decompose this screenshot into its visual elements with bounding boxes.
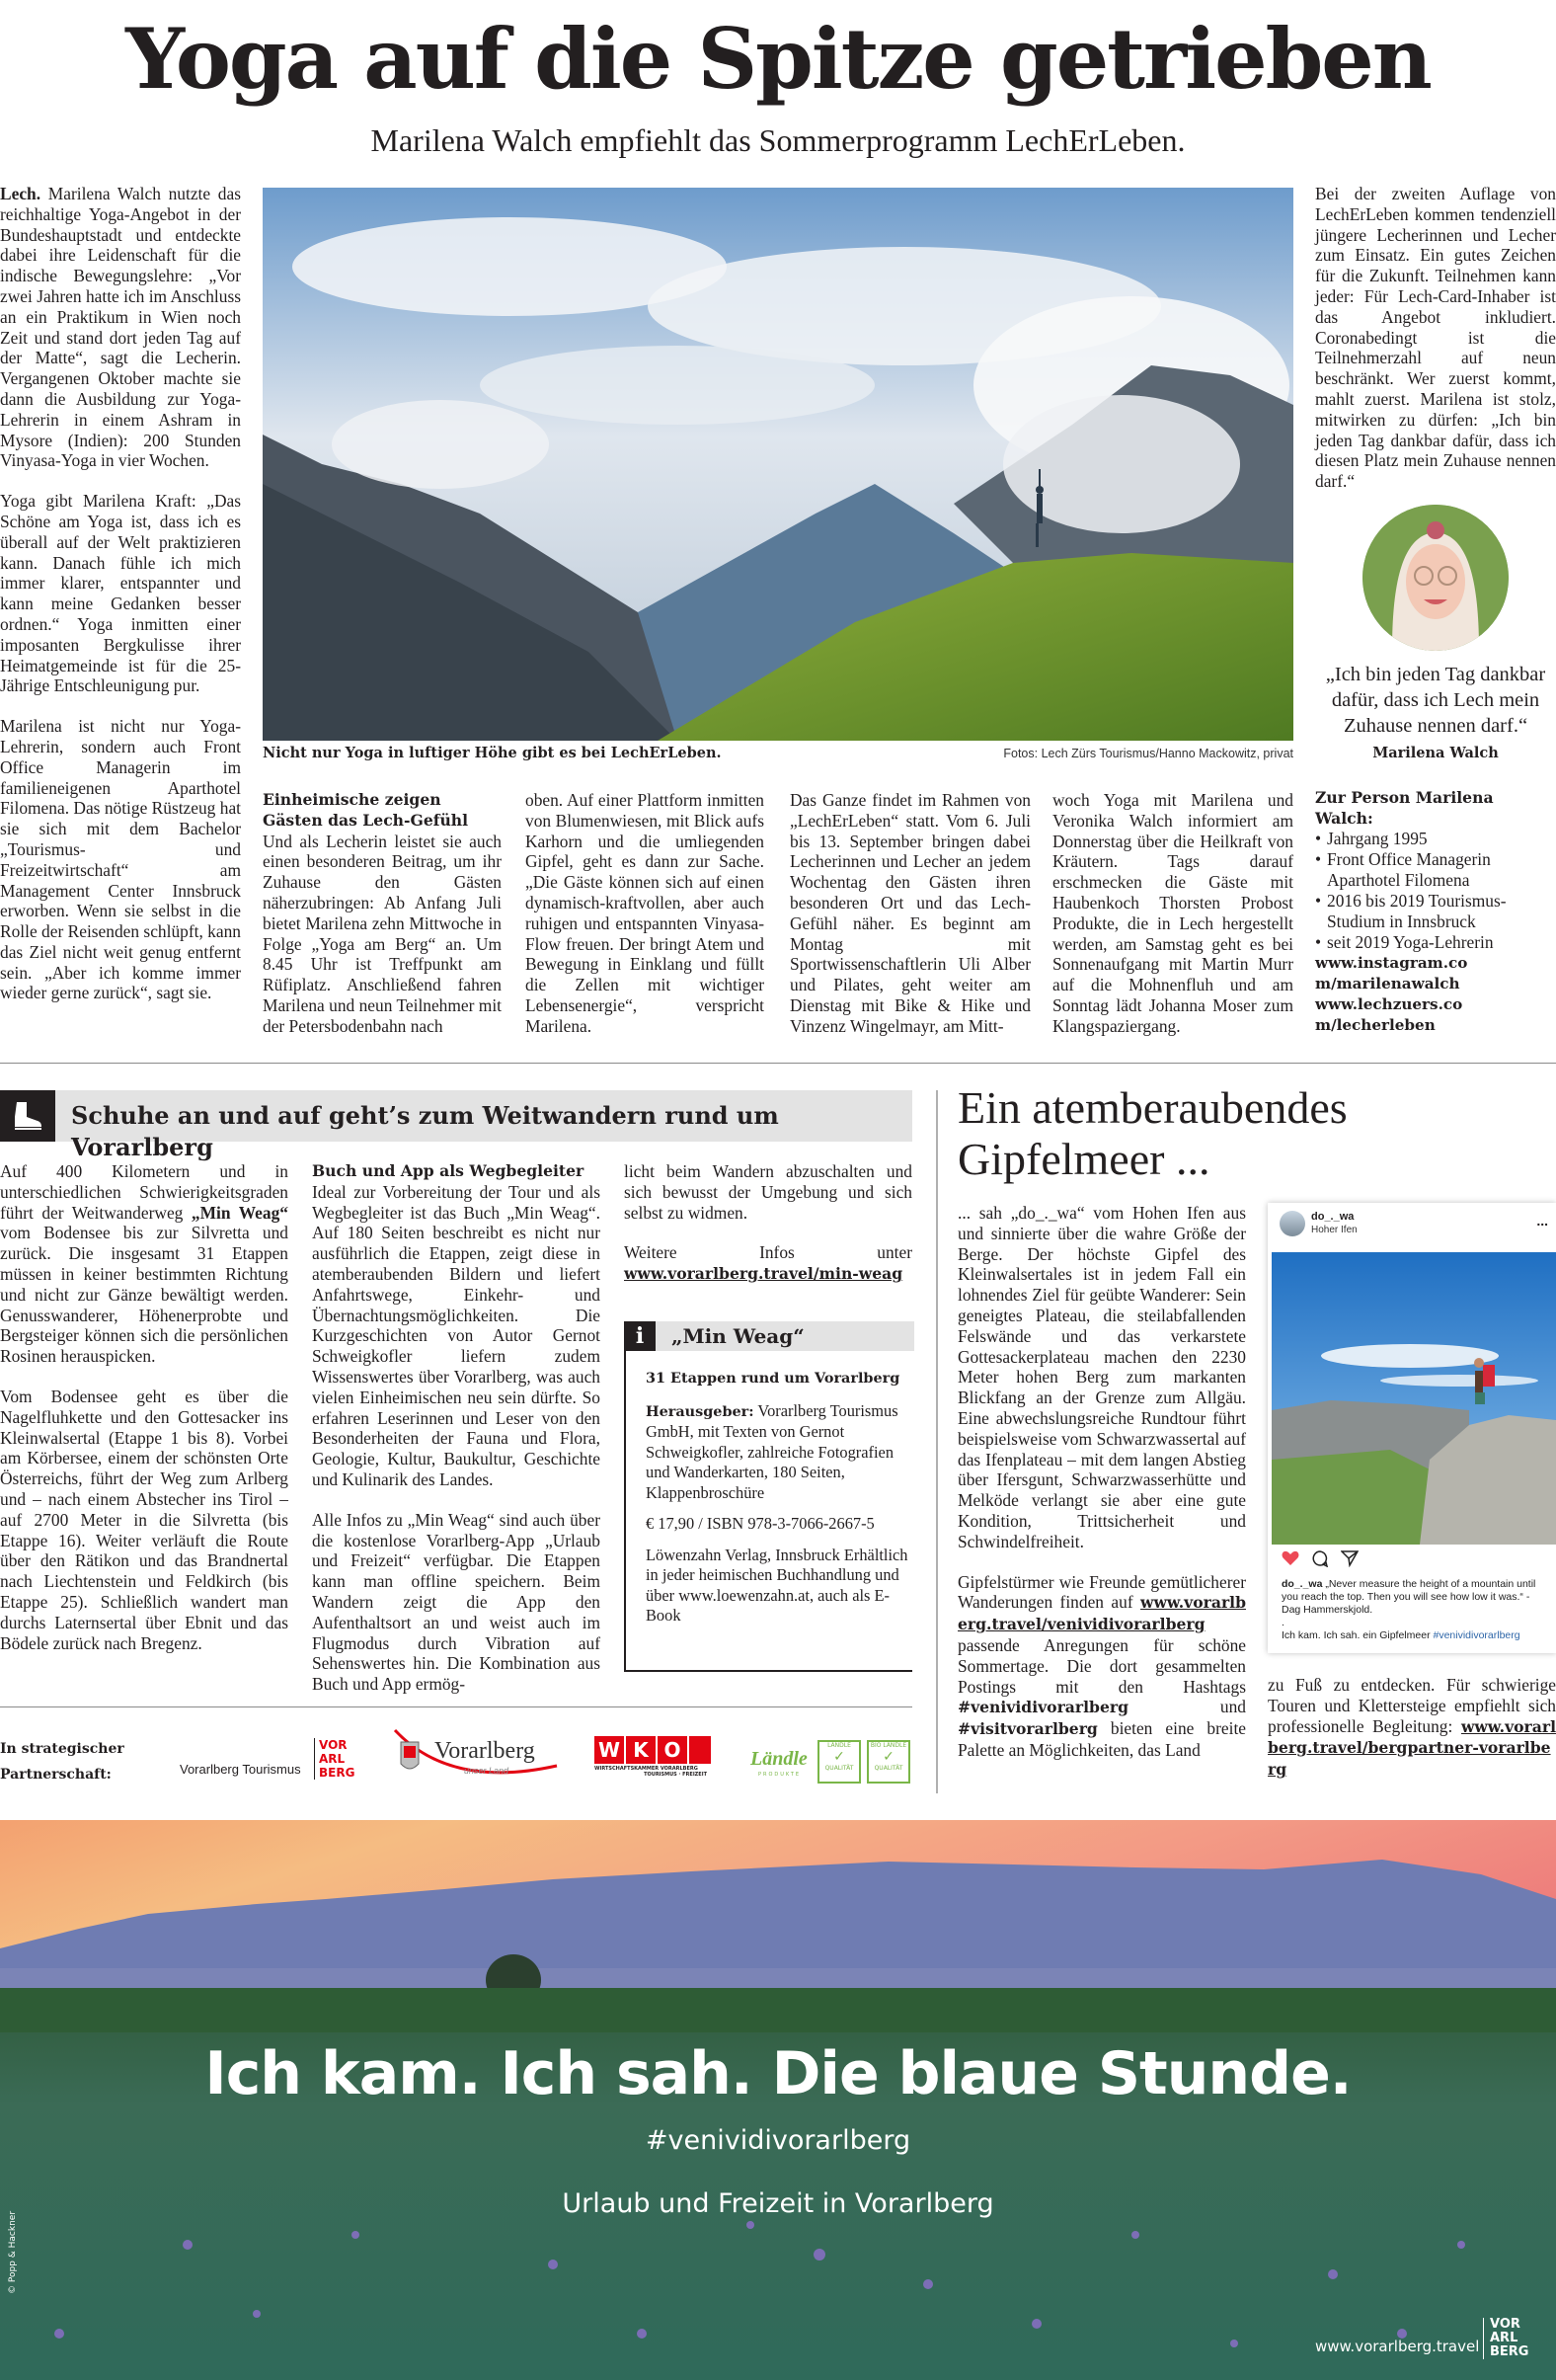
paragraph: Yoga gibt Marilena Kraft: „Das Schöne am Yoga ist, dass ich es überall auf der Welt praktizieren kann. Danach fühle ich mich immer klarer, entspannter und kann meine Gedanken besser ordnen.“ Yoga inmitten einer imposanten Bergkulisse ihrer Heimatgemeinde ist für die 25-Jährige Entschleunigung pur.	[0, 491, 241, 696]
wko-subtitle: WIRTSCHAFTSKAMMER VORARLBERG	[594, 1766, 698, 1772]
hiking-column-1	[0, 1161, 288, 1653]
ad-website-link[interactable]: www.vorarlberg.travel	[1315, 2338, 1480, 2355]
person-info-item: • seit 2019 Yoga-Lehrerin	[1315, 932, 1556, 953]
person-info-list	[1315, 829, 1556, 953]
gipfelmeer-title: Ein atemberaubendes Gipfelmeer ...	[958, 1082, 1348, 1184]
paragraph: Und als Lecherin leistet sie auch einen besonderen Beitrag, um ihr Zuhause den Gästen näherzubringen: Ab Anfang Juli bietet Marilena zehn Mittwoche in Folge „Yoga am Berg“ an. Um 8.45 Uhr ist Treffpunkt am Rüfiplatz. Anschließend fahren Marilena und neun Teilnehmer mit der Petersbodenbahn nach	[263, 831, 502, 1036]
venividi-link[interactable]: www.vorarlberg.travel/venividivorarlberg	[958, 1593, 1246, 1634]
paragraph-text: Marilena Walch nutzte das reichhaltige Yoga-Angebot in der Bundeshauptstadt und entdeckte dabei ihre Leidenschaft für die indische Bewegungslehre: „Vor zwei Jahren hatte ich im Anschluss an ein Praktikum in Wien noch Zeit und stand dort jeden Tag auf der Matte“, sagt die Lecherin. Vergangenen Oktober machte sie dann die Ausbildung zur Yoga-Lehrerin in einem Ashram in Mysore (Indien): 200 Stunden Vinyasa-Yoga in vier Wochen.	[0, 184, 241, 471]
vorarlberg-logo-text: Vorarlberg	[434, 1738, 535, 1764]
laendle-produkte-logo: Ländle	[750, 1748, 808, 1770]
person-info-item: • Jahrgang 1995	[1315, 829, 1556, 849]
gipfelmeer-column-1	[958, 1203, 1246, 1761]
paragraph: Marilena ist nicht nur Yoga-Lehrerin, sondern auch Front Office Managerin im familieneigenen Aparthotel Filomena. Das nötige Rüstzeug hat sie sich mit dem Bachelor „Tourismus- und Freizeitwirtschaft“ am Management Center Innsbruck erworben. Wenn sie selbst in die Rolle der Reisenden schlüpft, kann das Ziel nicht weit genug entfernt sein. „Aber ich komme immer wieder gerne zurück“, sagt sie.	[0, 716, 241, 1003]
instagram-link[interactable]: www.instagram.com/marilenawalch	[1315, 954, 1468, 992]
dateline: Lech.	[0, 184, 41, 203]
vorarlberg-advertisement	[0, 1820, 1556, 2380]
instagram-post-header	[1268, 1203, 1556, 1246]
column-rule	[936, 1090, 938, 1793]
price-isbn: € 17,90 / ISBN 978-3-7066-2667-5	[646, 1514, 875, 1533]
laendle-logos: Ländle PRODUKTE LÄNDLE ✓ QUALITÄT BIO LÄNDLE ✓ QUALITÄT	[750, 1734, 914, 1785]
portrait-marilena-walch	[1362, 505, 1509, 651]
article-column-1	[0, 184, 241, 1003]
web-links	[1315, 953, 1556, 1036]
land-vorarlberg-logo	[391, 1724, 559, 1785]
wko-letters: W K O	[594, 1736, 713, 1764]
hiker-summit-image	[1272, 1252, 1556, 1545]
person-info-title: Zur Person Marilena Walch:	[1315, 788, 1494, 828]
instagram-location[interactable]: Hoher Ifen	[1311, 1225, 1358, 1235]
article-column-2	[263, 790, 502, 1037]
section-divider	[0, 1063, 1556, 1064]
photo-copyright: © Popp & Hackner	[8, 2210, 18, 2294]
ad-hashtag: #venividivorarlberg	[645, 2125, 911, 2156]
hero-photo-yoga-mountains	[263, 188, 1293, 741]
bio-laendle-qualitaet-logo: BIO LÄNDLE ✓ QUALITÄT	[867, 1740, 910, 1784]
hiking-section-title: Schuhe an und auf geht’s zum Weitwandern rund um Vorarlberg	[71, 1101, 779, 1161]
paragraph: Ideal zur Vorbereitung der Tour und als Wegbegleiter ist das Buch „Min Weag“. Auf 180 Seiten beschreibt es nicht nur ausführlich die Etappen, zeigt diese in atemberaubenden Bildern und liefert Anfahrtswege, Einkehr- und Übernachtungsmöglichkeiten. Die Kurzgeschichten von Autor Gernot Schweigkofler liefern zudem Wissenswertes über Vorarlberg, was auch vielen Einheimischen neu sein dürfte. So erfahren Leserinnen und Leser von den Besonderheiten der Fauna und Flora, Geologie, Kultur, Baukultur, Geschichte und Kulinarik des Landes.	[312, 1181, 600, 1489]
vorarlberg-brand-logo: VOR ARL BERG	[1483, 2318, 1528, 2359]
paragraph: Gipfelstürmer wie Freunde gemütlicherer Wanderungen finden auf www.vorarlberg.travel/venividivorarlberg passende Anregungen für schöne Sommertage. Die dort gesammelten Postings mit den Hashtags #venividivorarlberg und #visitvorarlberg bieten eine breite Palette an Möglichkeiten, das Land	[958, 1571, 1246, 1760]
ad-headline: Ich kam. Ich sah. Die blaue Stunde.	[204, 2039, 1352, 2108]
article-column-6: Bei der zweiten Auflage von LechErLeben kommen tendenziell jüngere Lecherinnen und Lecher zum Einsatz. Ein gutes Zeichen für die Zukunft. Teilnehmen kann jeder: Für Lech-Card-Inhaber ist das Angebot inkludiert. Coronabedingt ist die Teilnehmerzahl auf neun beschränkt. Wer zuerst kommt, mahlt zuerst. Marilena ist stolz, mitwirken zu dürfen: „Ich bin jeden Tag dankbar dafür, dass ich diesen Platz mein Zuhause nennen darf.“	[1315, 184, 1556, 492]
heart-liked-icon[interactable]	[1282, 1550, 1299, 1570]
person-info-box	[1315, 787, 1556, 953]
article-column-3: oben. Auf einer Plattform inmitten von Blumenwiesen, mit Blick aufs Karhorn und die umliegenden Gipfel, geht es dann zur Sache. „Die Gäste können sich auf einen dynamisch-kraftvollen, aber auch ruhigen und entspannten Vinyasa-Flow freuen. Der bringt Atem und Bewegung in Einklang und füllt die Zellen mit wichtiger Lebensenergie“, verspricht Marilena.	[525, 790, 764, 1036]
share-icon[interactable]	[1341, 1549, 1359, 1571]
pull-quote: „Ich bin jeden Tag dankbar dafür, dass ich Lech mein Zuhause nennen darf.“	[1325, 664, 1546, 737]
hiking-column-3	[624, 1161, 912, 1285]
min-weag-highlight: „Min Weag“	[191, 1202, 288, 1223]
subheadline: Marilena Walch empfiehlt das Sommerprogramm LechErLeben.	[370, 122, 1186, 158]
instagram-actions	[1282, 1550, 1359, 1570]
hiking-column-2	[312, 1161, 600, 1695]
person-info-item: • 2016 bis 2019 Tourismus-Studium in Innsbruck	[1315, 891, 1556, 932]
wko-logo	[594, 1736, 713, 1785]
min-weag-link[interactable]: www.vorarlberg.travel/min-weag	[624, 1264, 903, 1284]
lechzuers-link[interactable]: www.lechzuers.com/lecherleben	[1315, 995, 1463, 1034]
paragraph: Alle Infos zu „Min Weag“ sind auch über die kostenlose Vorarlberg-App „Urlaub und Freizeit“ verfügbar. Die Etappen kann man offline speichern. Beim Wandern zeigt die App den Aufenthaltsort an und weist auch im Flugmodus durch Vibration auf Sehenswertes hin. Die Kombination aus Buch und App ermög-	[312, 1509, 600, 1695]
person-info-item: • Front Office Managerin Aparthotel Filomena	[1315, 849, 1556, 891]
hashtag-venividi: #venividivorarlberg	[958, 1698, 1128, 1717]
instagram-username[interactable]: do_._wa	[1311, 1211, 1355, 1223]
more-options-icon[interactable]: ...	[1536, 1213, 1548, 1229]
paragraph: Auf 400 Kilometern und in unterschiedlichen Schwierigkeitsgraden führt der Weitwanderweg „Min Weag“ vom Bodensee bis zur Silvretta und zurück. Die insgesamt 31 Etappen müssen in keiner bestimmten Richtung und nicht zur Gänze bewältigt werden. Genusswanderer, Höhenerprobte und Bergsteiger können sich die persönlichen Rosinen herauspicken.	[0, 1161, 288, 1367]
info-box-title: „Min Weag“	[671, 1324, 805, 1348]
book-info-box	[624, 1321, 912, 1672]
bergpartner-link[interactable]: www.vorarlberg.travel/bergpartner-vorarlberg	[1268, 1716, 1556, 1780]
instagram-post	[1268, 1203, 1556, 1653]
section-subhead: Einheimische zeigen Gästen das Lech-Gefühl	[263, 790, 469, 830]
pull-quote-author: Marilena Walch	[1372, 745, 1499, 761]
instagram-caption: do_._wa „Never measure the height of a mountain until you reach the top. Then you will see how low it was.“ -Dag Hammerskjold. . Ich kam. Ich sah. ein Gipfelmeer #venividivorarlberg	[1282, 1578, 1536, 1641]
caption-hashtag[interactable]: #venividivorarlberg	[1433, 1629, 1520, 1641]
hashtag-visit: #visitvorarlberg	[958, 1719, 1098, 1739]
paragraph: Weitere Infos unter www.vorarlberg.travel/min-weag	[624, 1242, 912, 1284]
article-column-4: Das Ganze findet im Rahmen von „LechErLeben“ statt. Vom 6. Juli bis 13. September bringen dabei Lecherinnen und Lecher an jedem Wochentag den Gästen ihren besonderen Ort und das Lech-Gefühl näher. Es beginnt am Montag mit Sportwissenschaftlerin Uli Alber und Pilates, geht weiter am Dienstag mit Bike & Hike und Vinzenz Wingelmayr, am Mitt-	[790, 790, 1031, 1036]
mountain-landscape-image	[263, 188, 1293, 741]
info-icon: i	[624, 1321, 656, 1351]
photo-caption: Nicht nur Yoga in luftiger Höhe gibt es bei LechErLeben.	[263, 745, 722, 761]
gipfelmeer-column-2	[1268, 1675, 1556, 1781]
vorarlberg-tourismus-logo	[180, 1736, 359, 1785]
photo-caption-row	[263, 745, 1293, 766]
paragraph	[0, 184, 241, 471]
partner-label: In strategischer Partnerschaft:	[0, 1741, 124, 1783]
publisher-info: Herausgeber: Vorarlberg Tourismus GmbH, mit Texten von Gernot Schweigkofler, zahlreiche Fotografien und Wanderkarten, 180 Seiten, Klappenbroschüre	[646, 1400, 898, 1502]
vt-logo-text: Vorarlberg Tourismus	[180, 1762, 301, 1777]
article-column-5: woch Yoga mit Marilena und Veronika Walch informiert am Donnerstag über die Heilkraft von Kräutern. Tags darauf erschmecken die Gäste mit Haubenkoch Thorsten Probost Produkte, die in Lech hergestellt werden, am Samstag geht es bei Sonnenaufgang mit Martin Murr auf die Mohnenfluh und am Sonntag lädt Johanna Moser zum Klangspaziergang.	[1052, 790, 1293, 1036]
vt-logo-mark: VOR ARL BERG	[314, 1738, 354, 1780]
portrait-image	[1362, 505, 1509, 651]
comment-icon[interactable]	[1311, 1549, 1329, 1571]
hiking-section-header	[0, 1090, 912, 1161]
ad-subtitle: Urlaub und Freizeit in Vorarlberg	[562, 2188, 994, 2219]
partner-divider	[0, 1706, 912, 1707]
info-box-body	[646, 1369, 908, 1637]
section-subhead: Buch und App als Wegbegleiter	[312, 1161, 584, 1180]
paragraph: ... sah „do_._wa“ vom Hohen Ifen aus und sinnierte über die wahre Größe der Berge. Der höchste Gipfel des Kleinwalsertales ist in jedem Fall ein lohnendes Ziel für geübte Wanderer: Sein geneigtes Plateau, die steilabfallenden Felswände und das verkarstete Gottesackerplateau machen den 2230 Meter hohen Berg zum markanten Blickfang an der Grenze zum Allgäu. Eine abwechslungsreiche Rundtour führt beispielsweise vom Schwarzwassertal auf das Ifenplateau – mit dem langen Abstieg über Ifersgunt, Schwarzwasserhütte und Melköde verlangt sie aber eine gute Kondition, Trittsicherheit und Schwindelfreiheit.	[958, 1203, 1246, 1551]
vorarlberg-logo-tagline: unser Land	[464, 1766, 509, 1776]
availability: Löwenzahn Verlag, Innsbruck Erhältlich in jeder heimischen Buchhandlung und über www.loewenzahn.at, auch als E-Book	[646, 1545, 908, 1625]
wko-subtitle-2: TOURISMUS · FREIZEIT	[644, 1772, 707, 1778]
caption-username[interactable]: do_._wa	[1282, 1578, 1323, 1590]
instagram-avatar[interactable]	[1280, 1211, 1305, 1236]
photo-credit: Fotos: Lech Zürs Tourismus/Hanno Mackowitz, privat	[1003, 747, 1293, 760]
instagram-photo-hiker	[1272, 1252, 1556, 1545]
paragraph: zu Fuß zu entdecken. Für schwierige Touren und Klettersteige empfiehlt sich professionelle Begleitung: www.vorarlberg.travel/bergpartner-vorarlberg	[1268, 1675, 1556, 1780]
paragraph: Vom Bodensee geht es über die Nagelfluhkette und den Gottesacker ins Kleinwalsertal (Etappe 1 bis 8). Vorbei am Körbersee, einem der schönsten Orte Österreichs, führt der Weg zum Arlberg und – nach einem Abstecher ins Tirol – auf 2700 Meter in die Silvretta (bis Etappe 16). Weiter verläuft die Route über den Rätikon und das Brandnertal nach Liechtenstein und Feldkirch (bis Etappe 25). Schließlich wandert man durchs Laternsertal über Ebnit und das Bödele zurück nach Bregenz.	[0, 1386, 288, 1653]
paragraph: licht beim Wandern abzuschalten und sich bewusst der Umgebung und sich selbst zu widmen.	[624, 1161, 912, 1223]
hiking-boot-icon	[0, 1090, 55, 1142]
info-box-subtitle: 31 Etappen rund um Vorarlberg	[646, 1370, 900, 1387]
laendle-qualitaet-logo: LÄNDLE ✓ QUALITÄT	[817, 1740, 861, 1784]
headline: Yoga auf die Spitze getrieben	[125, 10, 1431, 108]
info-box-header	[624, 1321, 914, 1351]
